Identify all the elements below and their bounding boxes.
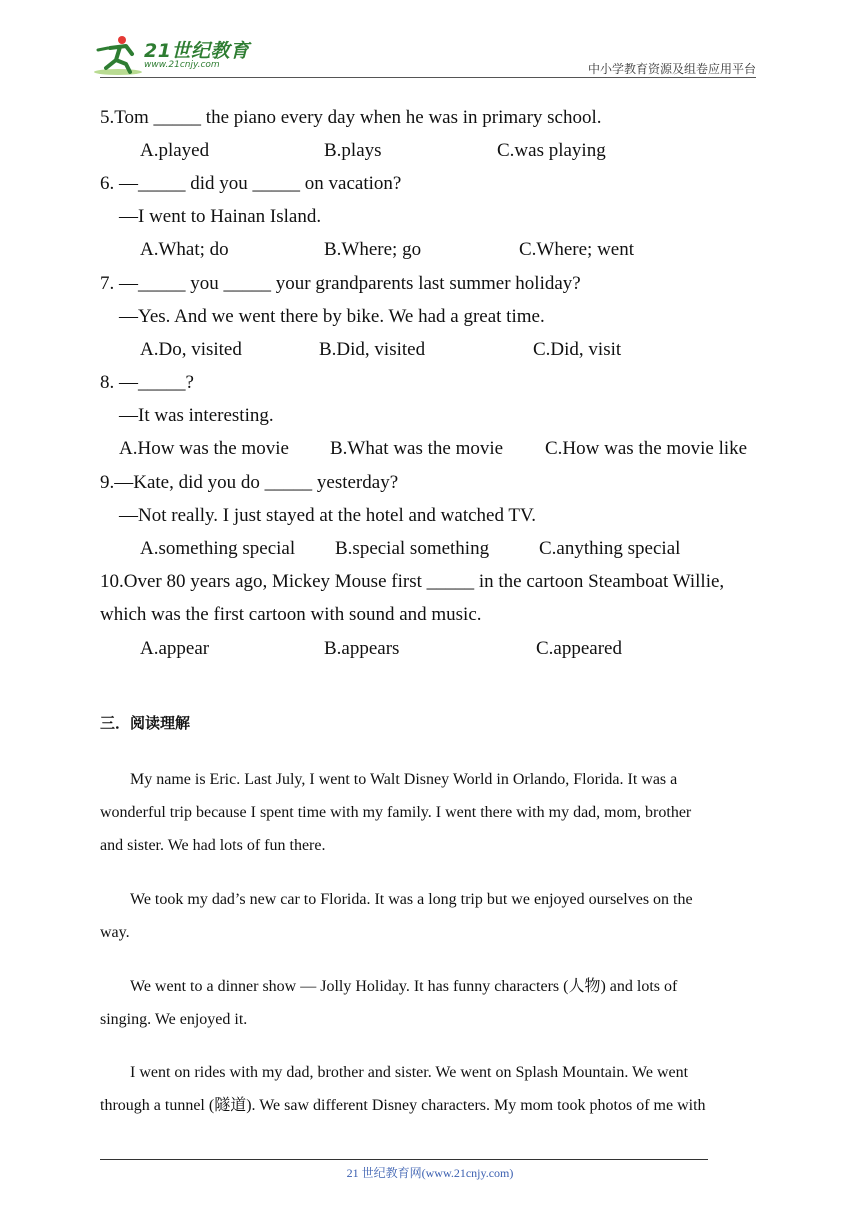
logo-text: 21世纪教育 [144, 40, 250, 62]
question-7-reply: —Yes. And we went there by bike. We had a great time. [119, 306, 545, 327]
question-9-option-b: B.special something [335, 538, 490, 559]
question-5-stem: 5.Tom _____ the piano every day when he was in primary school. [100, 107, 602, 128]
question-5-option-b: B.plays [324, 140, 382, 161]
question-5-option-c: C.was playing [497, 140, 606, 161]
question-6-option-c: C.Where; went [519, 239, 635, 260]
question-5-option-a: A.played [140, 140, 210, 161]
question-7-option-b: B.Did, visited [319, 339, 426, 360]
footer-divider [100, 1159, 708, 1160]
question-6-reply: —I went to Hainan Island. [119, 206, 322, 227]
logo-url: www.21cnjy.com [144, 60, 220, 70]
passage-p2-line2: way. [100, 924, 130, 941]
passage-p1-line3: and sister. We had lots of fun there. [100, 837, 326, 854]
question-9-option-a: A.something special [140, 538, 296, 559]
question-8-option-c: C.How was the movie like [545, 438, 748, 459]
question-9-option-c: C.anything special [539, 538, 681, 559]
question-8-reply: —It was interesting. [119, 405, 274, 426]
question-6-stem: 6. —_____ did you _____ on vacation? [100, 173, 402, 194]
header-divider [100, 77, 756, 78]
passage-p4-line1: I went on rides with my dad, brother and sister. We went on Splash Mountain. We went [130, 1064, 689, 1081]
passage-p4-line2: through a tunnel (隧道). We saw different Disney characters. My mom took photos of me with [100, 1097, 706, 1114]
passage-p2-line1: We took my dad’s new car to Florida. It was a long trip but we enjoyed ourselves on the [130, 891, 693, 908]
question-8-option-a: A.How was the movie [119, 438, 289, 459]
question-6-option-a: A.What; do [140, 239, 229, 260]
passage-p1-line1: My name is Eric. Last July, I went to Walt Disney World in Orlando, Florida. It was a [130, 771, 678, 788]
logo [92, 34, 262, 78]
question-10-option-b: B.appears [324, 638, 400, 659]
passage-p3-line2: singing. We enjoyed it. [100, 1011, 248, 1028]
question-8-option-b: B.What was the movie [330, 438, 504, 459]
question-10-stem-line2: which was the first cartoon with sound and music. [100, 604, 482, 625]
question-9-reply: —Not really. I just stayed at the hotel and watched TV. [119, 505, 537, 526]
page-header [0, 0, 860, 80]
question-7-option-c: C.Did, visit [533, 339, 622, 360]
question-10-option-a: A.appear [140, 638, 210, 659]
runner-logo-icon [92, 34, 144, 76]
header-platform-text: 中小学教育资源及组卷应用平台 [587, 62, 756, 76]
footer-text: 21 世纪教育网(www.21cnjy.com) [346, 1166, 514, 1180]
passage-p3-line1: We went to a dinner show — Jolly Holiday. It has funny characters (人物) and lots of [130, 978, 678, 995]
passage-p1-line2: wonderful trip because I spent time with my family. I went there with my dad, mom, brother [100, 804, 692, 821]
question-10-option-c: C.appeared [536, 638, 622, 659]
question-10-stem-line1: 10.Over 80 years ago, Mickey Mouse first _____ in the cartoon Steamboat Willie, [100, 571, 725, 592]
question-7-option-a: A.Do, visited [140, 339, 242, 360]
question-9-stem: 9.—Kate, did you do _____ yesterday? [100, 472, 399, 493]
question-8-stem: 8. —_____? [100, 372, 194, 393]
question-6-option-b: B.Where; go [324, 239, 422, 260]
section-title: 三．阅读理解 [100, 714, 191, 732]
question-7-stem: 7. —_____ you _____ your grandparents last summer holiday? [100, 273, 581, 294]
